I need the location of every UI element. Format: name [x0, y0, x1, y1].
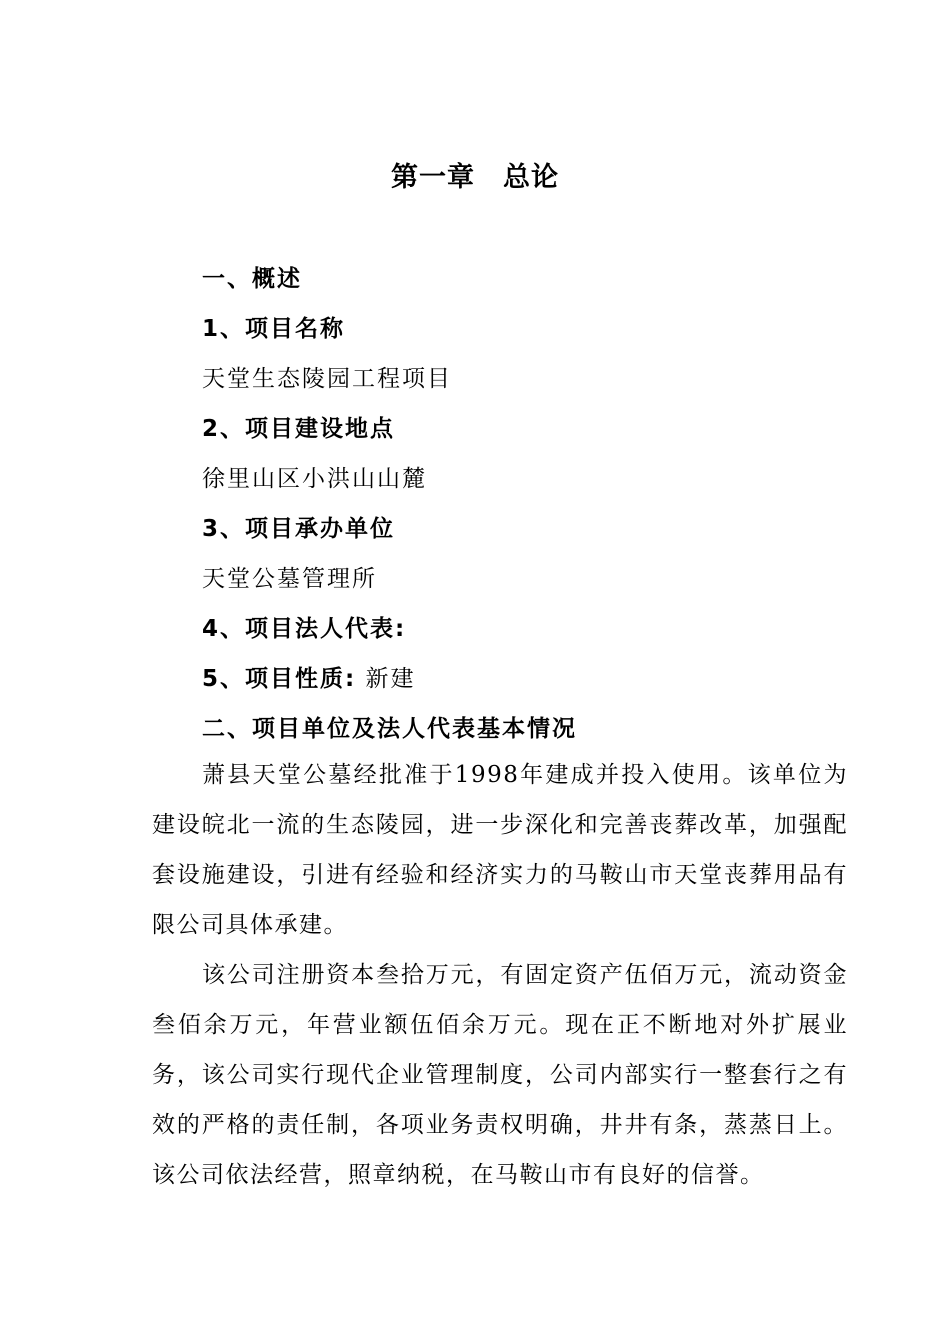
item5-value: 新建 — [365, 666, 416, 692]
paragraph-2: 该公司注册资本叁拾万元，有固定资产伍佰万元，流动资金叁佰余万元，年营业额伍佰余万元。现在正不断地对外扩展业务，该公司实行现代企业管理制度，公司内部实行一整套行之有效的严格的责任制，各项业务责权明确，井井有条，蒸蒸日上。该公司依法经营，照章纳税，在马鞍山市有良好的信誉。 — [152, 962, 848, 1188]
item2-label: 2、项目建设地点 — [202, 416, 396, 442]
section2-heading: 二、项目单位及法人代表基本情况 — [202, 716, 577, 742]
chapter-number: 第一章 — [391, 162, 475, 193]
item3-label: 3、项目承办单位 — [202, 516, 396, 542]
item4-label: 4、项目法人代表: — [202, 616, 407, 642]
item1-value: 天堂生态陵园工程项目 — [202, 366, 452, 392]
item5-row — [202, 662, 416, 696]
section-overview-heading: 一、概述 — [202, 266, 302, 292]
chapter-name: 总论 — [503, 162, 559, 193]
paragraph-1: 萧县天堂公墓经批准于1998年建成并投入使用。该单位为建设皖北一流的生态陵园，进一步深化和完善丧葬改革，加强配套设施建设，引进有经验和经济实力的马鞍山市天堂丧葬用品有限公司具体承建。 — [152, 762, 848, 938]
item3-value: 天堂公墓管理所 — [202, 566, 377, 592]
item5-label: 5、项目性质: — [202, 666, 357, 692]
chapter-title — [0, 158, 950, 198]
item1-label: 1、项目名称 — [202, 316, 346, 342]
item2-value: 徐里山区小洪山山麓 — [202, 466, 427, 492]
